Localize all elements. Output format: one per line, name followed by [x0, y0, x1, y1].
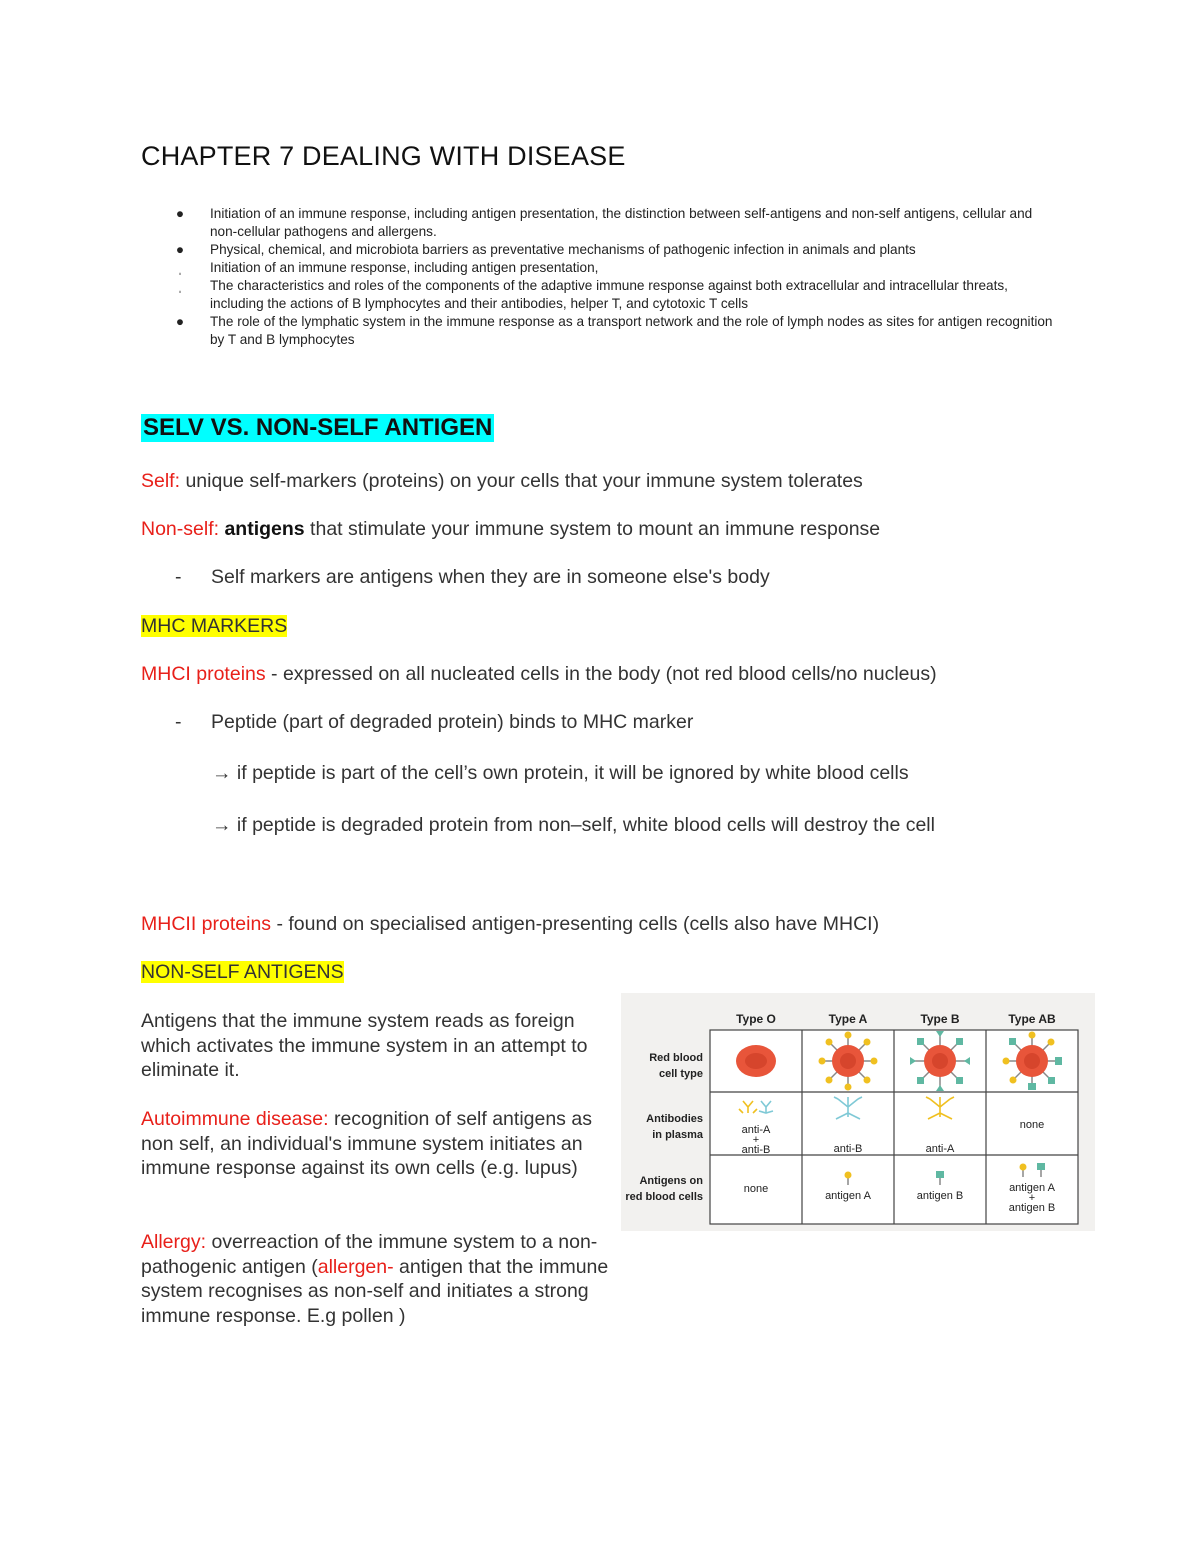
table-cell: none	[1019, 1119, 1045, 1131]
term-label: Allergy:	[141, 1231, 207, 1253]
table-cell: antigen A	[1009, 1182, 1055, 1194]
learning-outcomes-list	[175, 205, 1055, 349]
list-item-text: The characteristics and roles of the components of the adaptive immune response against both extracellular and intracellular threats, including the actions of B lymphocytes and their antibodies, helper T, and cytotoxic T cells	[210, 278, 1008, 311]
row-label: Antibodies	[646, 1113, 703, 1125]
row-label: red blood cells	[625, 1191, 703, 1203]
term-label: MHCII proteins	[141, 913, 272, 935]
section-heading-self-vs-nonself: SELV VS. NON-SELF ANTIGEN	[143, 414, 493, 441]
blood-type-figure	[621, 993, 1095, 1231]
bullet-icon: ●	[175, 242, 185, 257]
definition-text: - found on specialised antigen-presenting cells (cells also have MHCI)	[271, 913, 880, 935]
arrow-note-2: → if peptide is degraded protein from non–self, white blood cells will destroy the cell	[212, 814, 935, 836]
autoimmune-definition	[141, 1107, 611, 1181]
bullet-icon: ●	[175, 206, 185, 221]
table-cell: antigen A	[825, 1190, 871, 1202]
chapter-title: CHAPTER 7 DEALING WITH DISEASE	[141, 141, 626, 171]
term-label: Autoimmune disease:	[141, 1108, 329, 1130]
table-cell: anti-A	[925, 1143, 955, 1155]
definition-text: recognition of self antigens as non self, an individual's immune system initiates an immune response against its own cells (e.g. lupus)	[141, 1108, 592, 1179]
column-header: Type A	[828, 1012, 868, 1026]
bold-term: antigens	[224, 518, 305, 540]
term-label: Non-self:	[141, 518, 220, 540]
table-cell: antigen B	[916, 1190, 964, 1202]
table-cell: +	[1028, 1192, 1036, 1204]
table-cell: none	[743, 1183, 769, 1195]
arrow-note-1: → if peptide is part of the cell’s own protein, it will be ignored by white blood cells	[212, 762, 909, 784]
bullet-icon: ˌ	[177, 260, 183, 275]
list-item	[175, 313, 1055, 349]
section-heading-mhc: MHC MARKERS	[141, 615, 288, 637]
term-label: Self:	[141, 470, 181, 492]
column-header: Type AB	[1008, 1012, 1056, 1026]
list-item	[175, 205, 1055, 241]
bullet-icon: ˌ	[177, 278, 183, 293]
row-label: cell type	[658, 1068, 703, 1080]
definition-text: overreaction of the immune system to a non-pathogenic antigen (	[141, 1231, 598, 1278]
row-label: Antigens on	[639, 1175, 703, 1187]
mhcii-definition	[141, 913, 879, 936]
nonself-heading-line	[141, 961, 344, 984]
dash-marker: -	[175, 711, 182, 733]
dash-item-text: Self markers are antigens when they are in someone else's body	[211, 566, 770, 588]
term-label: MHCI proteins	[141, 663, 266, 685]
list-item	[175, 241, 1055, 259]
table-cell: antigen B	[1008, 1202, 1056, 1214]
red-blood-cell-icon	[819, 1032, 878, 1091]
list-item-text: Initiation of an immune response, including antigen presentation, the distinction between self-antigens and non-self antigens, cellular and non-cellular pathogens and allergens.	[210, 206, 1033, 239]
mhci-definition	[141, 663, 937, 686]
definition-text: antigen that the immune system recognises as non-self and initiates a strong immune response. E.g pollen )	[141, 1255, 609, 1327]
dash-item	[175, 566, 770, 589]
nonself-intro: Antigens that the immune system reads as foreign which activates the immune system in an attempt to eliminate it.	[141, 1010, 588, 1081]
mhc-heading-line	[141, 615, 287, 638]
table-cell: anti-B	[741, 1144, 771, 1156]
red-blood-cell-icon	[736, 1045, 776, 1077]
term-label: allergen-	[317, 1255, 394, 1278]
list-item-text: The role of the lymphatic system in the immune response as a transport network and the role of lymph nodes as sites for antigen recognition by T and B lymphocytes	[210, 314, 1053, 347]
column-header: Type O	[736, 1012, 776, 1026]
row-label: in plasma	[652, 1129, 703, 1141]
red-blood-cell-icon	[910, 1031, 970, 1091]
nonself-definition	[141, 518, 880, 541]
column-header: Type B	[920, 1012, 960, 1026]
allergy-definition-start	[141, 1230, 621, 1328]
row-label: Red blood	[649, 1052, 703, 1064]
bullet-icon: ●	[175, 314, 185, 329]
blood-type-table-svg	[621, 993, 1095, 1231]
self-definition	[141, 470, 863, 493]
definition-text: that stimulate your immune system to mount an immune response	[304, 518, 881, 540]
list-item	[175, 277, 1055, 313]
section-heading-nonself-antigens: NON-SELF ANTIGENS	[141, 961, 344, 983]
definition-text: unique self-markers (proteins) on your cells that your immune system tolerates	[180, 470, 863, 492]
red-blood-cell-icon	[1003, 1032, 1063, 1091]
list-item-text: Initiation of an immune response, including antigen presentation,	[210, 260, 599, 275]
list-item	[175, 259, 1055, 277]
dash-item	[175, 711, 693, 734]
definition-text: - expressed on all nucleated cells in the body (not red blood cells/no nucleus)	[265, 663, 937, 685]
list-item-text: Physical, chemical, and microbiota barriers as preventative mechanisms of pathogenic infection in animals and plants	[210, 242, 916, 257]
dash-item-text: Peptide (part of degraded protein) binds to MHC marker	[211, 711, 694, 733]
table-cell: anti-B	[833, 1143, 863, 1155]
table-cell: +	[752, 1134, 760, 1146]
table-cell: anti-A	[741, 1124, 771, 1136]
dash-marker: -	[175, 566, 182, 588]
